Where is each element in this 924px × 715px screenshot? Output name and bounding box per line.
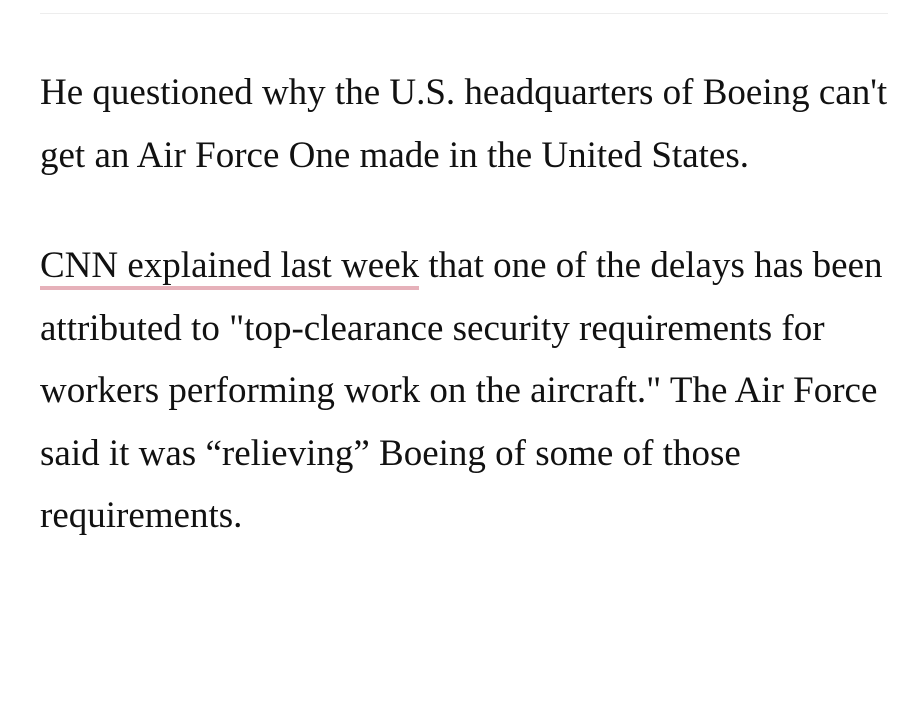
- paragraph-boeing-question: [40, 62, 890, 187]
- article-body: [40, 62, 890, 548]
- paragraph-text: He questioned why the U.S. headquarters of Boeing can't get an Air Force One made in the United States.: [40, 72, 888, 176]
- top-divider: [40, 13, 888, 14]
- paragraph-cnn-explained: [40, 235, 890, 548]
- paragraph-text: that one of the delays has been attributed to "top-clearance security requirements for workers performing work on the aircraft." The Air Force said it was “relieving” Boeing of some of those requirements.: [40, 245, 883, 536]
- cnn-explained-link[interactable]: CNN explained last week: [40, 245, 419, 290]
